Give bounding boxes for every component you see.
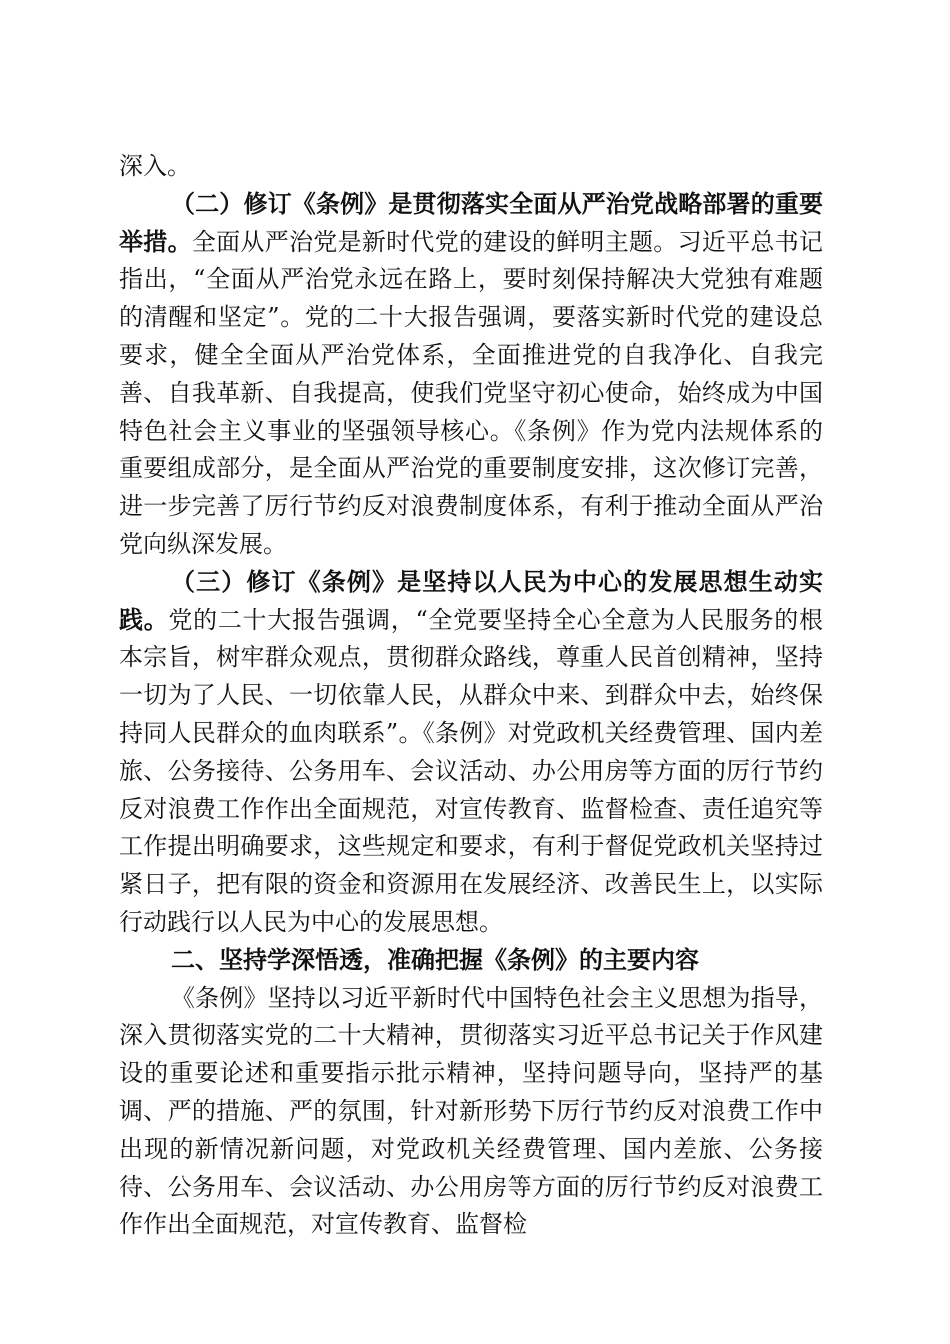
paragraph-text: 深入。 <box>119 152 191 180</box>
paragraph-main-content <box>119 980 823 1245</box>
paragraph-section-2 <box>119 186 823 564</box>
paragraph-continuation <box>119 148 823 186</box>
document-body <box>119 148 823 1244</box>
section-heading: 二、坚持学深悟透，准确把握《条例》的主要内容 <box>171 945 699 974</box>
paragraph-text: 党的二十大报告强调，“全党要坚持全心全意为人民服务的根本宗旨，树牢群众观点，贯彻群众路线，尊重人民首创精神，坚持一切为了人民、一切依靠人民，从群众中来、到群众中去，始终保持同人民群众的血肉联系”。《条例》对党政机关经费管理、国内差旅、公务接待、公务用车、会议活动、办公用房等方面的厉行节约反对浪费工作作出全面规范，对宣传教育、监督检查、责任追究等工作提出明确要求，这些规定和要求，有利于督促党政机关坚持过紧日子，把有限的资金和资源用在发展经济、改善民生上，以实际行动践行以人民为中心的发展思想。 <box>119 605 823 936</box>
paragraph-text: 《条例》坚持以习近平新时代中国特色社会主义思想为指导，深入贯彻落实党的二十大精神，贯彻落实习近平总书记关于作风建设的重要论述和重要指示批示精神，坚持问题导向，坚持严的基调、严的措施、严的氛围，针对新形势下厉行节约反对浪费工作中出现的新情况新问题，对党政机关经费管理、国内差旅、公务接待、公务用车、会议活动、办公用房等方面的厉行节约反对浪费工作作出全面规范，对宣传教育、监督检 <box>119 983 823 1239</box>
paragraph-text: 全面从严治党是新时代党的建设的鲜明主题。习近平总书记指出，“全面从严治党永远在路上，要时刻保持解决大党独有难题的清醒和坚定”。党的二十大报告强调，要落实新时代党的建设总要求，健全全面从严治党体系，全面推进党的自我净化、自我完善、自我革新、自我提高，使我们党坚守初心使命，始终成为中国特色社会主义事业的坚强领导核心。《条例》作为党内法规体系的重要组成部分，是全面从严治党的重要制度安排，这次修订完善，进一步完善了厉行节约反对浪费制度体系，有利于推动全面从严治党向纵深发展。 <box>119 227 824 558</box>
section-lead-sentence: （二）修订《条例》是贯彻落实全面从严治党战略部署的重要举措。 <box>119 189 823 256</box>
paragraph-section-3 <box>119 564 823 942</box>
section-lead-sentence: （三）修订《条例》是坚持以人民为中心的发展思想生动实践。 <box>119 567 823 634</box>
